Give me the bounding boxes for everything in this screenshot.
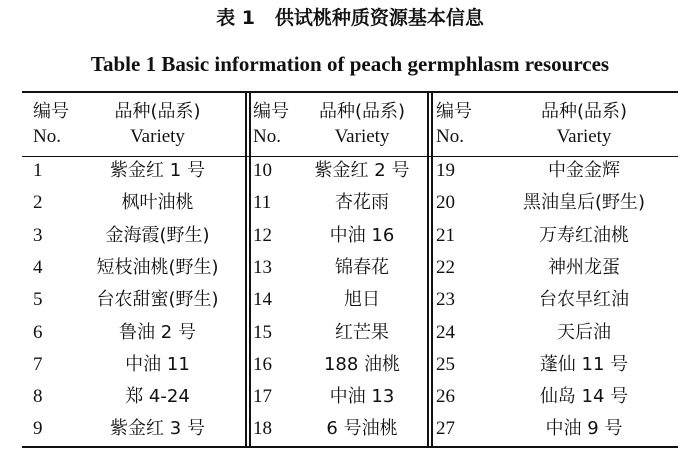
header-variety-en: Variety <box>334 126 390 147</box>
row-variety: 万寿红油桃 <box>539 224 629 246</box>
row-number: 24 <box>436 321 455 343</box>
row-variety: 中油 9 号 <box>545 418 623 440</box>
row-variety: 中油 16 <box>329 224 395 246</box>
row-number: 13 <box>253 256 272 278</box>
row-number: 21 <box>436 224 455 246</box>
row-variety: 神州龙蛋 <box>548 256 620 278</box>
row-variety: 红芒果 <box>335 321 389 343</box>
table-section-3 <box>435 93 678 446</box>
row-number: 7 <box>33 353 43 375</box>
row-number: 11 <box>253 192 272 214</box>
header-number-en: No. <box>33 126 61 147</box>
row-number: 17 <box>253 386 272 408</box>
row-variety: 郑 4-24 <box>125 386 190 408</box>
row-number: 8 <box>33 386 43 408</box>
row-number: 14 <box>253 289 272 311</box>
header-variety-en: Variety <box>556 126 612 147</box>
row-number: 2 <box>33 192 43 214</box>
header-number-en: No. <box>436 126 464 147</box>
row-variety: 6 号油桃 <box>326 418 398 440</box>
row-variety: 紫金红 1 号 <box>110 160 205 181</box>
header-number-cn: 编号 <box>33 101 69 122</box>
row-variety: 188 油桃 <box>323 353 401 375</box>
header-number-en: No. <box>253 126 281 147</box>
header-variety-en: Variety <box>130 126 185 147</box>
row-number: 23 <box>436 289 455 311</box>
row-number: 5 <box>33 289 43 311</box>
header-number-cn: 编号 <box>253 101 289 122</box>
table-section-2 <box>253 93 431 446</box>
row-number: 26 <box>436 386 455 408</box>
row-number: 19 <box>436 160 455 181</box>
row-variety: 鲁油 2 号 <box>119 321 196 343</box>
row-variety: 蓬仙 11 号 <box>539 353 629 375</box>
row-number: 18 <box>253 418 272 440</box>
row-number: 4 <box>33 256 43 278</box>
row-variety: 中油 11 <box>125 353 190 375</box>
variety-table <box>22 93 678 446</box>
row-variety: 紫金红 2 号 <box>314 160 410 181</box>
row-number: 16 <box>253 353 272 375</box>
row-number: 20 <box>436 192 455 214</box>
row-variety: 枫叶油桃 <box>121 192 194 214</box>
row-variety: 黑油皇后(野生) <box>522 192 646 214</box>
table-title-chinese: 表 1 供试桃种质资源基本信息 <box>216 7 484 29</box>
row-number: 6 <box>33 321 43 343</box>
row-variety: 台农早红油 <box>539 289 629 311</box>
row-variety: 中油 13 <box>329 386 395 408</box>
row-variety: 仙岛 14 号 <box>539 386 629 408</box>
row-number: 15 <box>253 321 272 343</box>
header-variety-cn: 品种(品系) <box>318 101 406 122</box>
header-variety-cn: 品种(品系) <box>540 101 628 122</box>
row-number: 9 <box>33 418 43 440</box>
header-variety-cn: 品种(品系) <box>114 101 201 122</box>
row-number: 12 <box>253 224 272 246</box>
row-variety: 天后油 <box>557 321 611 343</box>
row-number: 27 <box>436 418 455 440</box>
row-number: 22 <box>436 256 455 278</box>
row-number: 1 <box>33 160 43 181</box>
table-section-1 <box>22 93 245 446</box>
row-variety: 杏花雨 <box>335 192 389 214</box>
row-variety: 中金金辉 <box>548 160 620 181</box>
row-number: 10 <box>253 160 272 181</box>
row-number: 3 <box>33 224 43 246</box>
table-bottom-rule <box>22 446 678 448</box>
table-title-english: Table 1 Basic information of peach germphlasm resources <box>90 52 610 76</box>
row-variety: 紫金红 3 号 <box>110 418 205 440</box>
row-variety: 旭日 <box>344 289 380 311</box>
row-variety: 台农甜蜜(野生) <box>96 289 219 311</box>
row-variety: 短枝油桃(野生) <box>96 256 219 278</box>
row-variety: 金海霞(野生) <box>105 224 210 246</box>
row-number: 25 <box>436 353 455 375</box>
header-number-cn: 编号 <box>436 101 472 122</box>
row-variety: 锦春花 <box>335 256 389 278</box>
